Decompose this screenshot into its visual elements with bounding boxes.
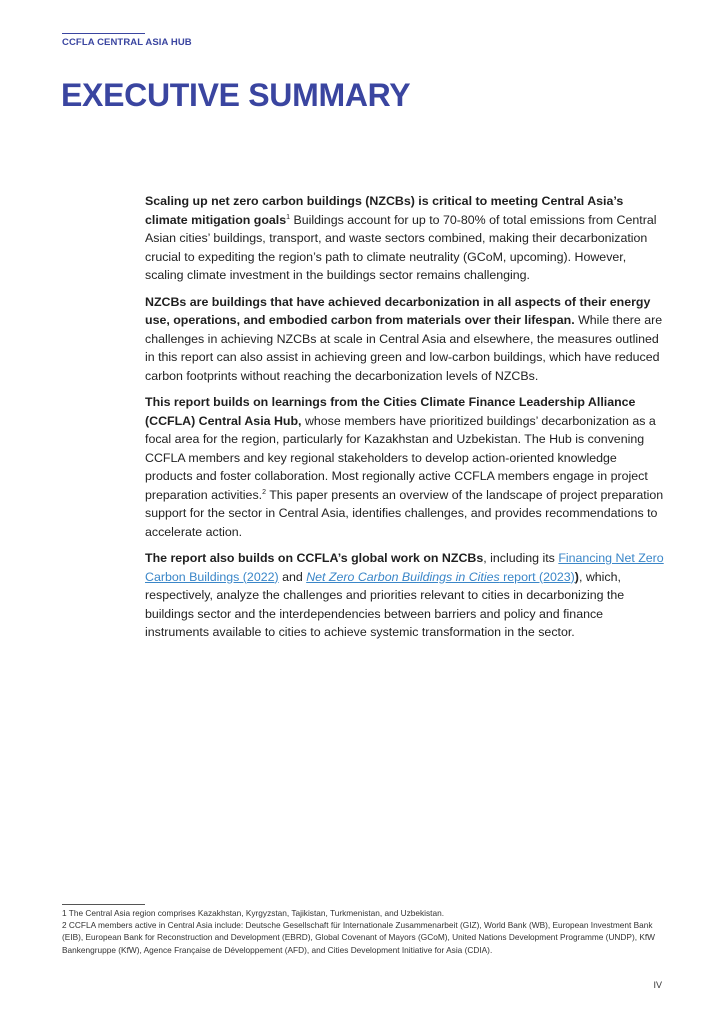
p4-text-1: , including its [483, 551, 559, 565]
footnotes [62, 907, 662, 956]
footnote-ref-1[interactable]: 1 [286, 213, 291, 221]
p3-bold-lead: This report builds on learnings from the Cities Climate Finance Leadership Alliance (CCFLA) Central Asia Hub, [145, 395, 636, 428]
p4-text-3: , which, respectively, analyze the challenges and priorities relevant to cities in decarbonizing the buildings sector and the interdependencies between barriers and policy and finance instruments available to cities to achieve systemic transformation in the sector. [145, 569, 625, 639]
page-number: IV [653, 980, 662, 990]
footnote-1: 1 The Central Asia region comprises Kazakhstan, Kyrgyzstan, Tajikistan, Turkmenistan, and Uzbekistan. [62, 908, 444, 918]
nzcb-cities-report-link[interactable] [306, 570, 575, 584]
paragraph-1 [145, 192, 665, 285]
p2-bold-lead: NZCBs are buildings that have achieved decarbonization in all aspects of their energy use, operations, and embodied carbon from materials over their lifespan. [145, 294, 651, 327]
p1-text: Buildings account for up to 70-80% of total emissions from Central Asian cities’ buildings, transport, and waste sectors combined, making their decarbonization crucial to expediting the region’s path to climate neutrality (GCoM, upcoming). However, scaling climate investment in the buildings sector remains challenging. [145, 212, 657, 282]
p1-bold-lead: Scaling up net zero carbon buildings (NZCBs) is critical to meeting Central Asia’s climate mitigation goals [145, 194, 624, 227]
body-text [145, 192, 665, 650]
p2-text: While there are challenges in achieving NZCBs at scale in Central Asia and elsewhere, the measures outlined in this report can also assist in achieving green and low-carbon buildings, which have reduced carbon footprints without reaching the decarbonization levels of NZCBs. [145, 313, 663, 383]
paragraph-3 [145, 393, 665, 541]
footnote-ref-2[interactable]: 2 [262, 488, 266, 496]
footnote-2: 2 CCFLA members active in Central Asia include: Deutsche Gesellschaft für Internationale Zusammenarbeit (GIZ), World Bank (WB), European Investment Bank (EIB), European Bank for Reconstruction and Development (EBRD), Global Covenant of Mayors (GCoM), United Nations Development Programme (UNDP), KfW Bankengruppe (KfW), Agence Française de Développement (AFD), and Cities Development Initiative for Asia (CDIA). [62, 920, 655, 955]
nzcb-cities-suffix: report (2023) [499, 569, 575, 584]
paragraph-2 [145, 293, 665, 386]
p4-bold-lead: The report also builds on CCFLA’s global work on NZCBs [145, 551, 484, 565]
p4-bold-paren: ) [574, 569, 579, 584]
financing-nzcb-link[interactable]: Financing Net Zero Carbon Buildings (2022) [145, 551, 664, 584]
p3-text-1: whose members have prioritized buildings’ decarbonization as a focal area for the region, particularly for Kazakhstan and Uzbekistan. The Hub is convening CCFLA members and key regional stakeholders to develop action-oriented knowledge products and foster collaboration. Most regionally active CCFLA members engage in project preparation activities. [145, 413, 656, 502]
header-rule [62, 33, 145, 34]
p3-text-2: This paper presents an overview of the landscape of project preparation support for the sector in Central Asia, identifies challenges, and provides recommendations to accelerate action. [145, 487, 664, 539]
page-title: EXECUTIVE SUMMARY [61, 77, 411, 113]
header-label: CCFLA CENTRAL ASIA HUB [62, 37, 192, 48]
paragraph-4 [145, 549, 665, 642]
footnote-rule [62, 904, 145, 905]
nzcb-cities-title: Net Zero Carbon Buildings in Cities [306, 569, 500, 584]
p4-text-2: and [278, 569, 307, 584]
